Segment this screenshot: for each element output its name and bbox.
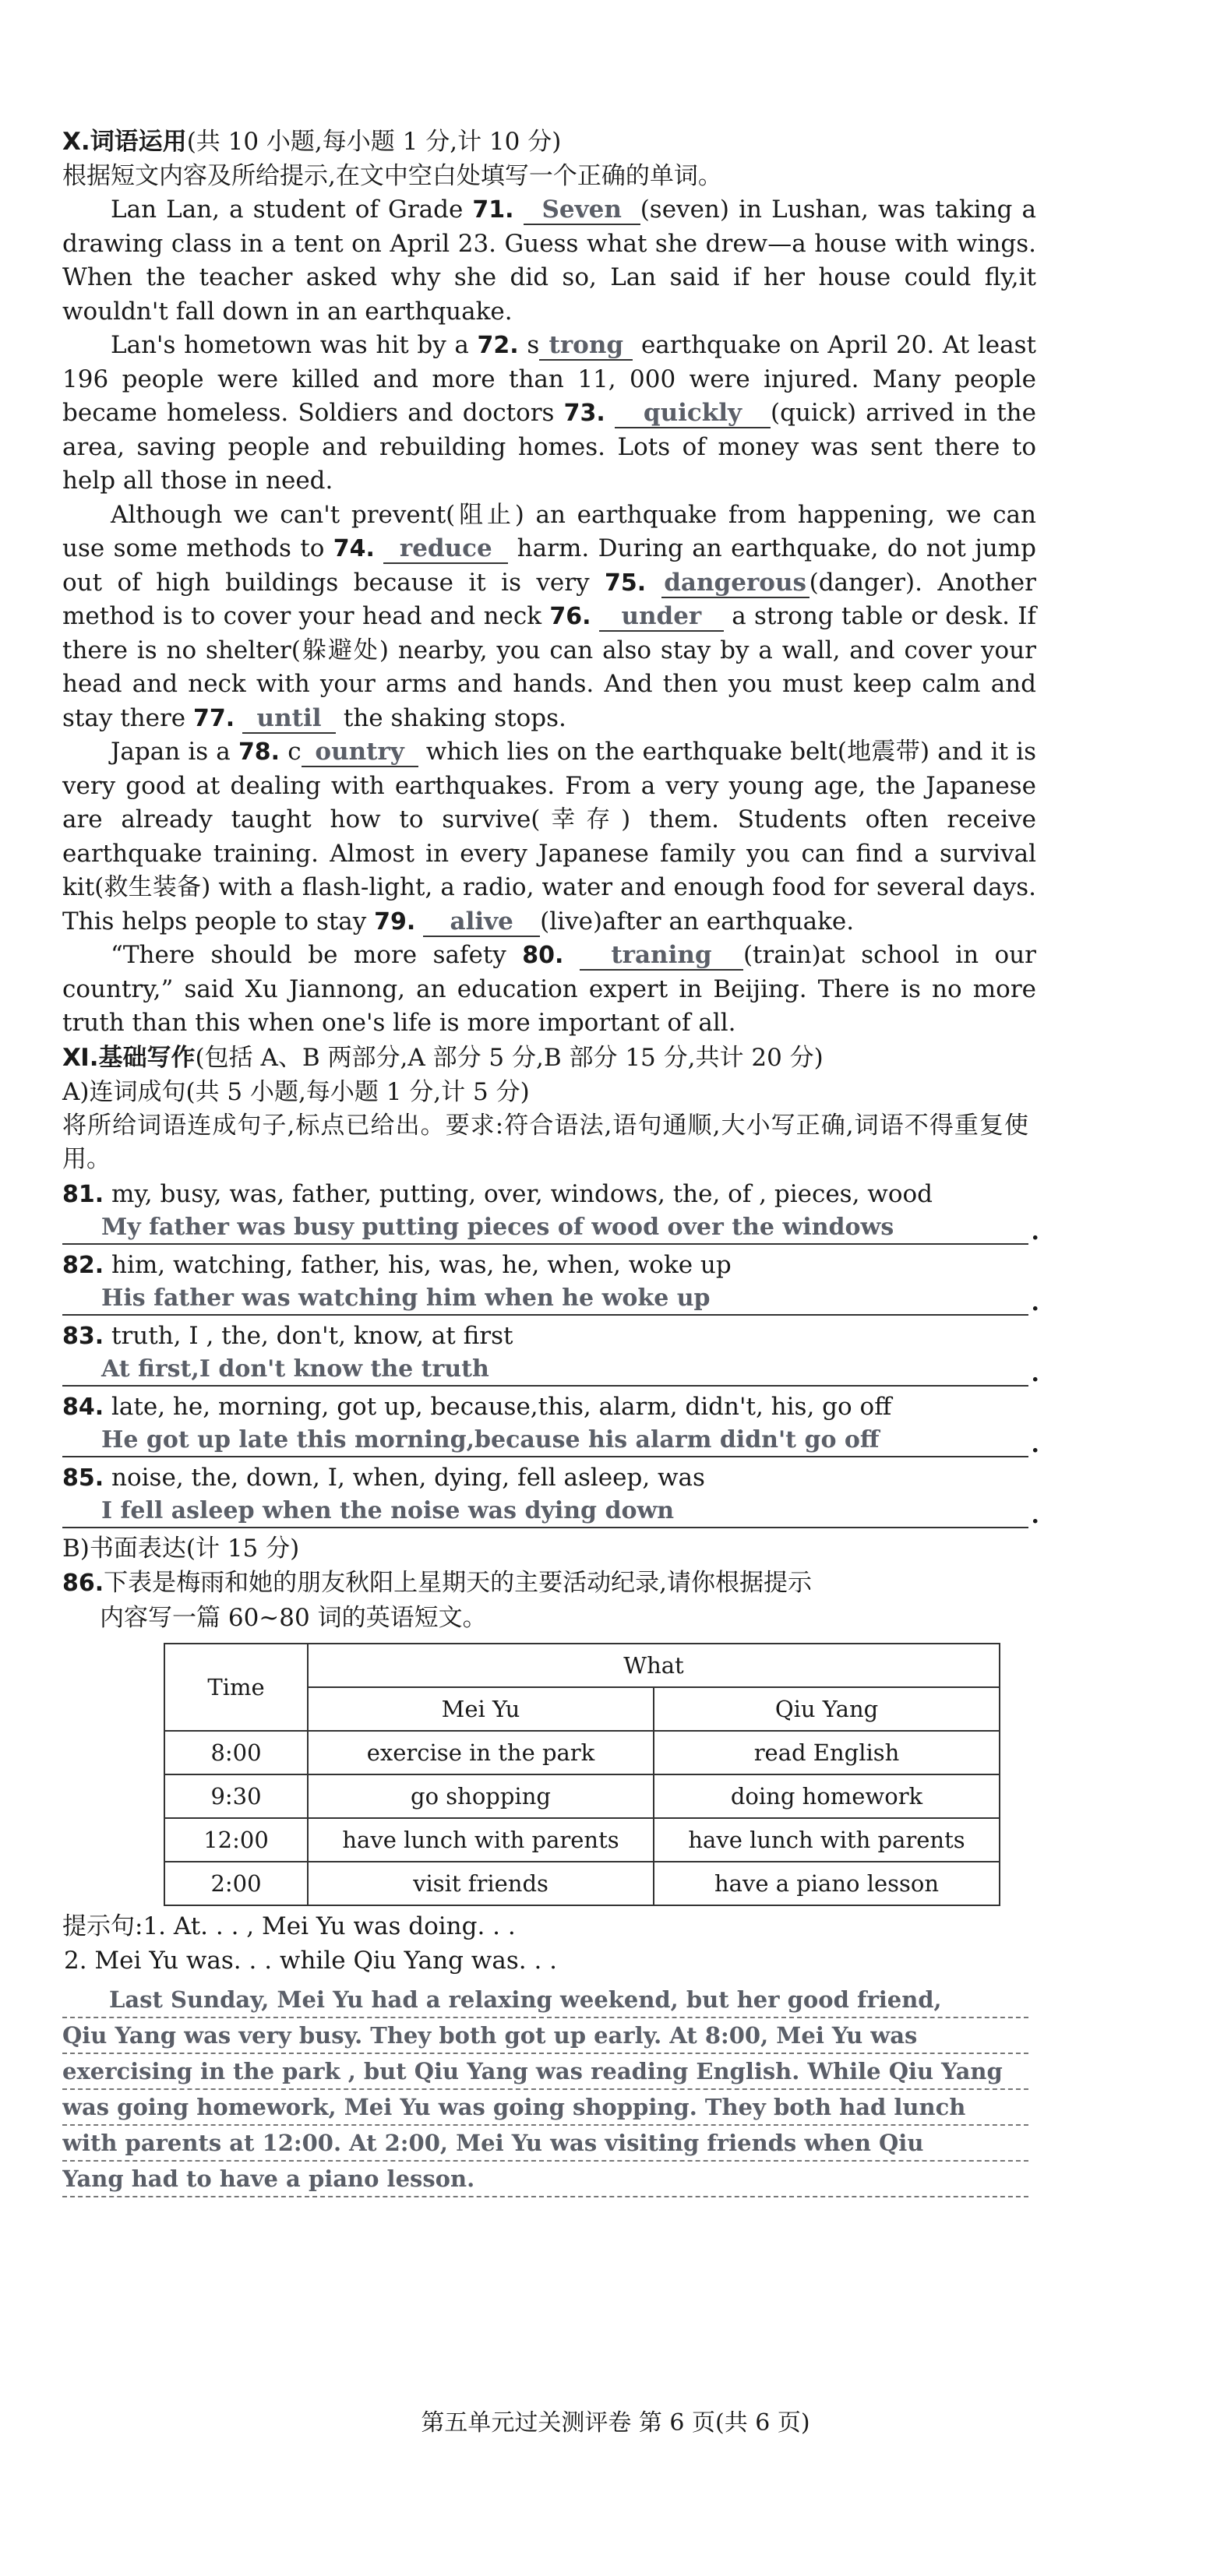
section-title: 基础写作 xyxy=(98,1043,196,1072)
question-number: 81. xyxy=(62,1180,104,1208)
item-prompt xyxy=(62,1177,1036,1212)
qiu-yang-cell: read English xyxy=(654,1731,1000,1774)
paragraph-2 xyxy=(62,329,1036,499)
end-punctuation: . xyxy=(1031,1288,1039,1316)
header-mei-yu: Mei Yu xyxy=(308,1687,654,1731)
item-prompt xyxy=(62,1461,1036,1496)
paragraph-3 xyxy=(62,499,1036,736)
end-punctuation: . xyxy=(1031,1501,1039,1529)
header-time: Time xyxy=(164,1644,308,1731)
paragraph-1 xyxy=(62,193,1036,329)
answer-blank-76[interactable]: under xyxy=(599,602,724,632)
section-10-heading xyxy=(62,125,1036,159)
answer-blank-74[interactable]: reduce xyxy=(383,534,508,564)
page-footer: 第五单元过关测评卷 第 6 页(共 6 页) xyxy=(421,2409,810,2437)
answer-blank-78[interactable]: ountry xyxy=(302,738,418,767)
word-list: him, watching, father, his, was, he, when, woke up xyxy=(111,1250,732,1279)
activity-table xyxy=(164,1643,1000,1906)
question-number-71: 71. xyxy=(472,196,514,224)
sentence-item-85 xyxy=(62,1461,1039,1529)
question-number: 82. xyxy=(62,1251,104,1279)
question-number-79: 79. xyxy=(374,907,416,936)
text: Lan Lan, a student of Grade xyxy=(111,196,473,224)
essay-answer[interactable] xyxy=(62,1982,1028,2197)
question-number: 85. xyxy=(62,1464,104,1492)
table-row xyxy=(164,1818,1000,1862)
essay-line: was going homework, Mei Yu was going shopping. They both had lunch xyxy=(62,2090,1028,2126)
end-punctuation: . xyxy=(1031,1359,1039,1387)
question-86-prompt xyxy=(62,1566,1036,1601)
word-list: late, he, morning, got up, because,this, alarm, didn't, his, go off xyxy=(111,1392,892,1421)
table-row xyxy=(164,1731,1000,1774)
answer-line[interactable] xyxy=(62,1425,1039,1458)
word-list: my, busy, was, father, putting, over, windows, the, of , pieces, wood xyxy=(111,1179,933,1208)
header-what: What xyxy=(308,1644,1000,1687)
question-number-73: 73. xyxy=(563,400,605,427)
hint-2: 2. Mei Yu was. . . while Qiu Yang was. . . xyxy=(64,1946,558,1975)
text: a strong table or desk. If there is no shelter(躲避处) nearby, you can also stay by a wall, and cover your head and neck with your arms and hands. And then you must keep calm and stay there xyxy=(62,602,1037,732)
time-cell: 8:00 xyxy=(164,1731,308,1774)
answer-line[interactable] xyxy=(62,1283,1039,1316)
answer-text: At first,I don't know the truth xyxy=(101,1355,489,1383)
time-cell: 2:00 xyxy=(164,1862,308,1905)
answer-blank-80[interactable]: traning xyxy=(580,941,743,971)
essay-line: Last Sunday, Mei Yu had a relaxing weekend, but her good friend, xyxy=(62,1982,1028,2018)
time-cell: 12:00 xyxy=(164,1818,308,1862)
qiu-yang-cell: have a piano lesson xyxy=(654,1862,1000,1905)
given-letter-72: s xyxy=(527,331,540,359)
time-cell: 9:30 xyxy=(164,1774,308,1818)
text: Lan's hometown was hit by a xyxy=(111,331,478,359)
essay-line: with parents at 12:00. At 2:00, Mei Yu was visiting friends when Qiu xyxy=(62,2126,1028,2162)
question-number-77: 77. xyxy=(193,704,235,732)
essay-line: Qiu Yang was very busy. They both got up early. At 8:00, Mei Yu was xyxy=(62,2018,1028,2054)
table-header-row xyxy=(164,1644,1000,1687)
qiu-yang-cell: have lunch with parents xyxy=(654,1818,1000,1862)
question-86-prompt-cont: 内容写一篇 60~80 词的英语短文。 xyxy=(100,1603,487,1632)
text: (seven) in Lushan, was taking a drawing class in a tent on April 23. Guess what she drew—a house with wings. When the teacher asked why she did so, Lan said if her house could fly,it wouldn't fall down in an earthquake. xyxy=(62,196,1036,326)
item-prompt xyxy=(62,1248,1036,1283)
question-number-86: 86. xyxy=(62,1569,104,1597)
mei-yu-cell: visit friends xyxy=(308,1862,654,1905)
section-number: Ⅺ. xyxy=(62,1043,99,1072)
sentence-item-81 xyxy=(62,1177,1039,1246)
answer-line[interactable] xyxy=(62,1354,1039,1387)
answer-blank-79[interactable]: alive xyxy=(423,907,540,937)
sentence-items xyxy=(62,1177,1039,1529)
answer-blank-77[interactable]: until xyxy=(242,704,336,734)
essay-line: Yang had to have a piano lesson. xyxy=(62,2162,1028,2197)
answer-line[interactable] xyxy=(62,1496,1039,1529)
part-b-title: B)书面表达(计 15 分) xyxy=(62,1534,300,1563)
answer-text: I fell asleep when the noise was dying down xyxy=(101,1496,675,1524)
text: Japan is a xyxy=(111,738,238,766)
paragraph-4 xyxy=(62,735,1036,939)
sentence-item-82 xyxy=(62,1248,1039,1316)
text: “There should be more safety xyxy=(111,941,523,969)
section-scoring: (共 10 小题,每小题 1 分,计 10 分) xyxy=(186,128,562,156)
answer-text: He got up late this morning,because his alarm didn't go off xyxy=(101,1425,880,1454)
section-title: 词语运用 xyxy=(90,128,187,156)
answer-blank-72[interactable]: trong xyxy=(539,331,633,361)
question-number-74: 74. xyxy=(333,535,375,562)
answer-text: My father was busy putting pieces of wood over the windows xyxy=(101,1213,894,1241)
section-number: Ⅹ. xyxy=(62,128,90,156)
text: which lies on the earthquake belt(地震带) and it is very good at dealing with earthquakes. From a very young age, the Japanese are already taught how to survive(幸存) them. Students often receive earthquake training. Almost in every Japanese family you can find a survival kit(救生装备) with a flash-light, a radio, water and enough food for several days. This helps people to stay xyxy=(62,738,1037,936)
header-qiu-yang: Qiu Yang xyxy=(654,1687,1000,1731)
part-a-instruction: 将所给词语连成句子,标点已给出。要求:符合语法,语句通顺,大小写正确,词语不得重复使用。 xyxy=(62,1111,1028,1173)
word-list: truth, I , the, don't, know, at first xyxy=(111,1321,513,1350)
end-punctuation: . xyxy=(1031,1430,1039,1458)
text: 下表是梅雨和她的朋友秋阳上星期天的主要活动纪录,请你根据提示 xyxy=(104,1568,813,1597)
worksheet-page xyxy=(62,125,1039,2197)
sentence-item-84 xyxy=(62,1390,1039,1458)
answer-line[interactable] xyxy=(62,1212,1039,1246)
mei-yu-cell: exercise in the park xyxy=(308,1731,654,1774)
mei-yu-cell: go shopping xyxy=(308,1774,654,1818)
section-11-heading xyxy=(62,1041,1036,1075)
word-list: noise, the, down, I, when, dying, fell asleep, was xyxy=(111,1463,705,1492)
question-number: 83. xyxy=(62,1322,104,1350)
question-number-72: 72. xyxy=(477,332,519,359)
answer-text: His father was watching him when he woke up xyxy=(101,1284,711,1312)
question-number-76: 76. xyxy=(549,603,591,630)
answer-blank-73[interactable]: quickly xyxy=(615,399,771,428)
question-number: 84. xyxy=(62,1393,104,1421)
section-scoring: (包括 A、B 两部分,A 部分 5 分,B 部分 15 分,共计 20 分) xyxy=(195,1043,824,1072)
section-10-instruction: 根据短文内容及所给提示,在文中空白处填写一个正确的单词。 xyxy=(62,162,722,190)
hint-1: 提示句:1. At. . . , Mei Yu was doing. . . xyxy=(62,1912,516,1940)
text: Although we can't prevent(阻止) an earthquake from happening, we can use some methods to xyxy=(62,500,1036,562)
sentence-item-83 xyxy=(62,1319,1039,1387)
paragraph-5 xyxy=(62,939,1036,1041)
mei-yu-cell: have lunch with parents xyxy=(308,1818,654,1862)
text: harm. During an earthquake, do not jump out of high buildings because it is very xyxy=(62,534,1037,597)
answer-blank-71[interactable]: Seven xyxy=(524,196,640,225)
item-prompt xyxy=(62,1390,1036,1425)
table-row xyxy=(164,1774,1000,1818)
qiu-yang-cell: doing homework xyxy=(654,1774,1000,1818)
end-punctuation: . xyxy=(1031,1218,1039,1246)
item-prompt xyxy=(62,1319,1036,1354)
text: (quick) arrived in the area, saving people and rebuilding homes. Lots of money was sent there to help all those in need. xyxy=(62,399,1036,495)
question-number-75: 75. xyxy=(605,569,647,597)
essay-line: exercising in the park , but Qiu Yang was reading English. While Qiu Yang xyxy=(62,2054,1028,2090)
text: (live)after an earthquake. xyxy=(540,907,855,936)
given-letter-78: c xyxy=(287,738,302,766)
question-number-80: 80. xyxy=(522,942,564,969)
text: the shaking stops. xyxy=(336,703,566,732)
text: (train)at school in our country,” said Xu Jiannong, an education expert in Beijing. There is no more truth than this when one's life is more important of all. xyxy=(62,941,1036,1037)
part-a-title: A)连词成句(共 5 小题,每小题 1 分,计 5 分) xyxy=(62,1077,530,1106)
question-number-78: 78. xyxy=(238,738,280,766)
text: (danger). Another method is to cover your head and neck xyxy=(62,568,1036,630)
answer-blank-75[interactable]: dangerous xyxy=(661,569,809,598)
text: earthquake on April 20. At least 196 people were killed and more than 11, 000 were injured. Many people became homeless. Soldiers and doctors xyxy=(62,331,1036,427)
table-row xyxy=(164,1862,1000,1905)
